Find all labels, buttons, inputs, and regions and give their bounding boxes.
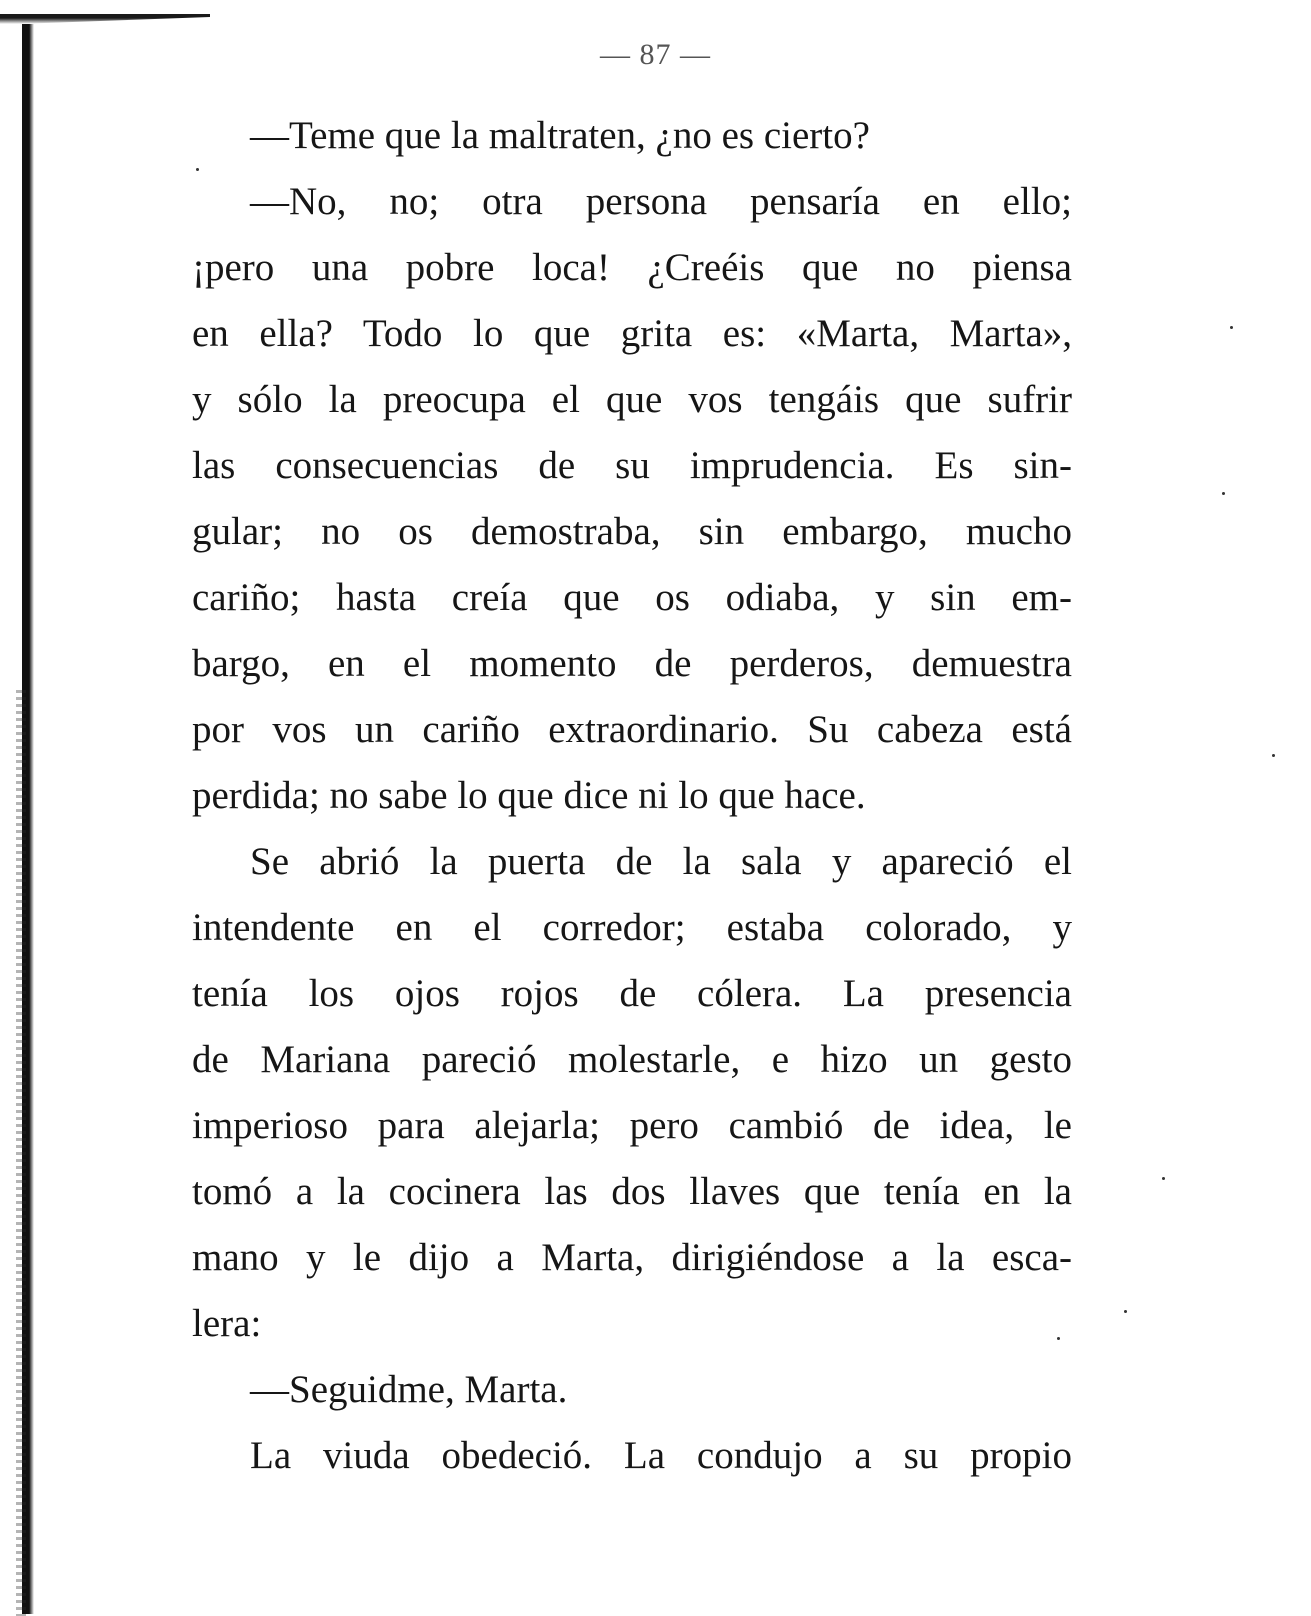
text-line: lera: <box>192 1302 262 1345</box>
text-line: perdida; no sabe lo que dice ni lo que hace. <box>192 774 866 817</box>
text-line: intendente en el corredor; estaba colorado, y <box>192 906 1072 949</box>
scan-speck <box>1222 492 1225 495</box>
text-line: La viuda obedeció. La condujo a su propio <box>250 1434 1072 1477</box>
text-line: imperioso para alejarla; pero cambió de idea, le <box>192 1104 1072 1147</box>
text-line: tomó a la cocinera las dos llaves que tenía en la <box>192 1170 1072 1213</box>
text-line: bargo, en el momento de perderos, demuestra <box>192 642 1072 685</box>
text-line: de Mariana pareció molestarle, e hizo un gesto <box>192 1038 1072 1081</box>
scan-speck <box>1272 754 1275 757</box>
text-line: Se abrió la puerta de la sala y apareció el <box>250 840 1072 883</box>
scan-speck <box>1162 1177 1165 1180</box>
text-line: cariño; hasta creía que os odiaba, y sin em- <box>192 576 1072 619</box>
text-line: en ella? Todo lo que grita es: «Marta, Marta», <box>192 312 1072 355</box>
text-line: ¡pero una pobre loca! ¿Creéis que no piensa <box>192 246 1072 289</box>
text-line: —Teme que la maltraten, ¿no es cierto? <box>250 114 870 157</box>
scan-speck <box>1057 1337 1060 1340</box>
text-line: las consecuencias de su imprudencia. Es sin- <box>192 444 1072 487</box>
text-line: —Seguidme, Marta. <box>250 1368 568 1411</box>
text-line: por vos un cariño extraordinario. Su cabeza está <box>192 708 1072 751</box>
binding-edge-shadow <box>16 690 26 1616</box>
scan-speck <box>1230 326 1233 329</box>
body-text <box>192 103 1072 1489</box>
text-line: gular; no os demostraba, sin embargo, mucho <box>192 510 1072 553</box>
text-line: —No, no; otra persona pensaría en ello; <box>250 180 1072 223</box>
page-number: — 87 — <box>600 38 711 71</box>
text-line: y sólo la preocupa el que vos tengáis que sufrir <box>192 378 1072 421</box>
binding-edge-top <box>0 14 210 24</box>
scan-speck <box>1124 1310 1127 1313</box>
text-line: mano y le dijo a Marta, dirigiéndose a la esca- <box>192 1236 1072 1279</box>
text-line: tenía los ojos rojos de cólera. La presencia <box>192 972 1072 1015</box>
scan-speck <box>196 168 199 171</box>
